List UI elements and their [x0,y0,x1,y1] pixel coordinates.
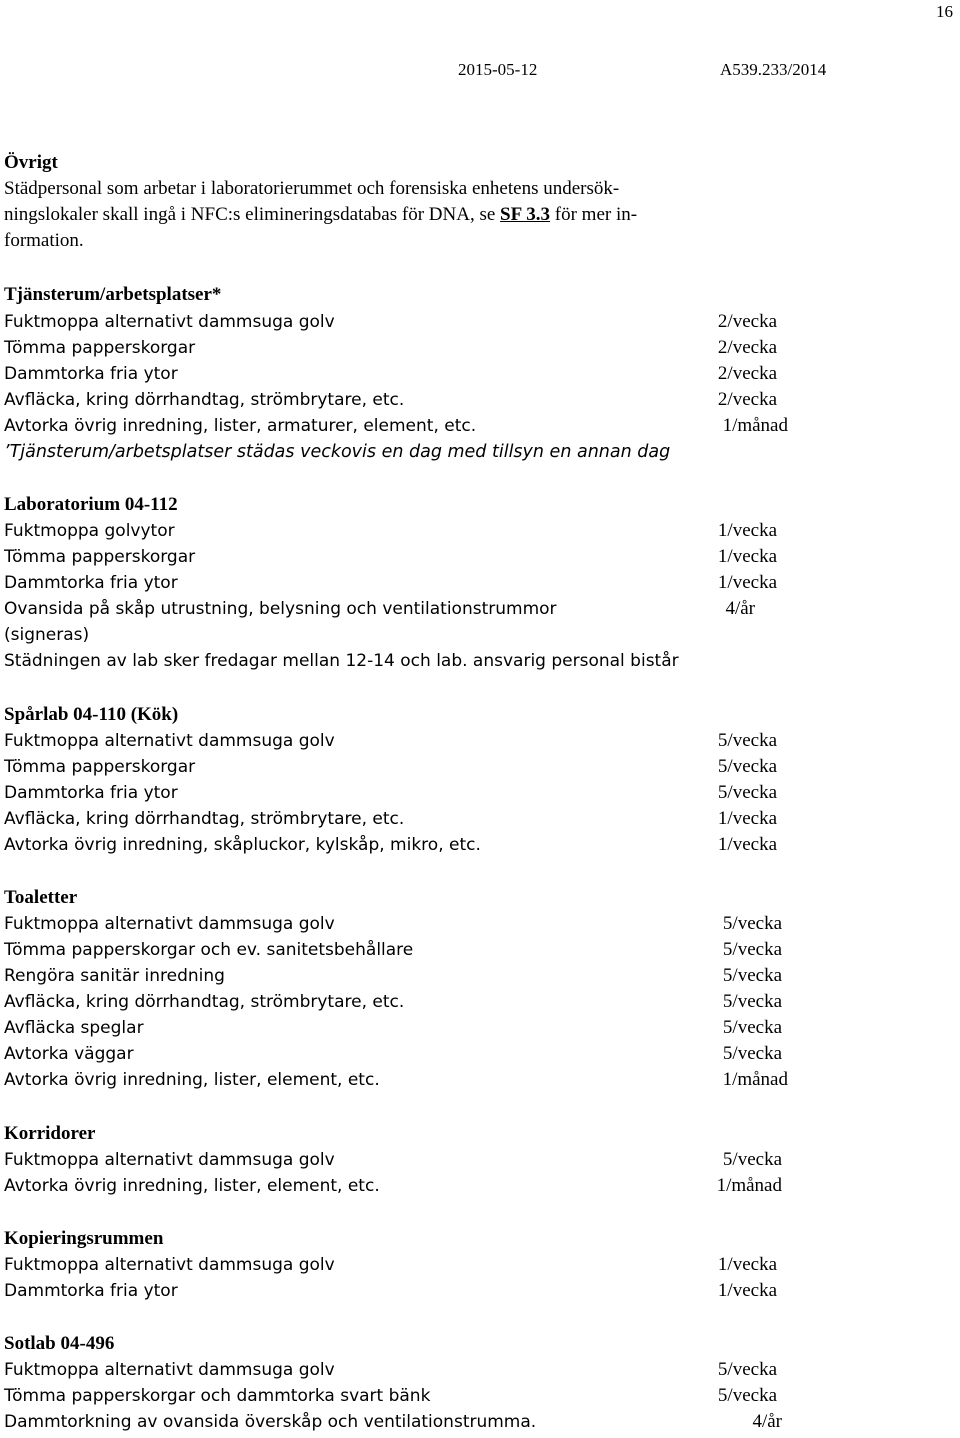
task-label: Avtorka övrig inredning, lister, element, etc. [4,1070,380,1090]
task-label: Avtorka övrig inredning, skåpluckor, kylskåp, mikro, etc. [4,835,481,855]
task-frequency: 2/vecka [717,389,777,410]
task-frequency: 4/år [752,1411,782,1432]
section-heading-laboratorium: Laboratorium 04-112 [4,494,178,515]
task-frequency: 1/vecka [717,572,777,593]
ovrigt-text-line: formation. [4,230,84,251]
task-label: Tömma papperskorgar och dammtorka svart bänk [4,1386,431,1406]
task-label: Avfläcka, kring dörrhandtag, strömbrytare, etc. [4,992,405,1012]
task-frequency: 1/vecka [717,520,777,541]
task-frequency: 5/vecka [717,1385,777,1406]
task-label: Dammtorka fria ytor [4,364,178,384]
task-frequency: 5/vecka [717,730,777,751]
task-label: Avtorka övrig inredning, lister, armaturer, element, etc. [4,416,477,436]
task-label: Fuktmoppa alternativt dammsuga golv [4,731,335,751]
section-heading-toaletter: Toaletter [4,887,78,908]
section-heading-sotlab: Sotlab 04-496 [4,1333,115,1354]
ovrigt-text-line: Städpersonal som arbetar i laboratorierummet och forensiska enhetens undersök- [4,178,620,199]
ovrigt-section [4,150,784,254]
task-frequency: 1/månad [722,1069,788,1090]
section-heading-tjansterum: Tjänsterum/arbetsplatser* [4,284,222,305]
laboratorium-note: Städningen av lab sker fredagar mellan 12-14 och lab. ansvarig personal bistår [4,651,679,671]
task-label: Tömma papperskorgar och ev. sanitetsbehållare [4,940,414,960]
page-number: 16 [936,2,953,21]
task-frequency: 5/vecka [722,913,782,934]
sf-reference-link[interactable]: SF 3.3 [500,204,551,225]
task-frequency: 1/vecka [717,1280,777,1301]
section-heading-kopieringsrummen: Kopieringsrummen [4,1228,164,1249]
task-label: Rengöra sanitär inredning [4,966,225,986]
task-label: Dammtorkning av ovansida överskåp och ventilationstrumma. [4,1412,537,1432]
task-label: Tömma papperskorgar [4,757,196,777]
task-label: Avtorka väggar [4,1044,134,1064]
task-label: Avfläcka, kring dörrhandtag, strömbrytare, etc. [4,809,405,829]
task-label: Avfläcka, kring dörrhandtag, strömbrytare, etc. [4,390,405,410]
task-frequency: 2/vecka [717,311,777,332]
task-label: Ovansida på skåp utrustning, belysning och ventilationstrummor [4,599,557,619]
task-frequency: 5/vecka [717,756,777,777]
section-heading-sparlab: Spårlab 04-110 (Kök) [4,704,179,725]
header-reference: A539.233/2014 [720,60,827,79]
task-frequency: 5/vecka [722,1043,782,1064]
task-frequency: 4/år [725,598,755,619]
ovrigt-text-line: ningslokaler skall ingå i NFC:s elimineringsdatabas för DNA, se SF 3.3 för mer in- [4,204,638,225]
tjansterum-note: ’Tjänsterum/arbetsplatser städas veckovis en dag med tillsyn en annan dag [4,442,671,462]
laboratorium-signeras: (signeras) [4,625,90,645]
task-label: Tömma papperskorgar [4,547,196,567]
section-heading-korridorer: Korridorer [4,1123,96,1144]
task-frequency: 5/vecka [722,1149,782,1170]
task-frequency: 1/vecka [717,834,777,855]
task-label: Fuktmoppa alternativt dammsuga golv [4,1150,335,1170]
task-label: Dammtorka fria ytor [4,573,178,593]
task-frequency: 1/vecka [717,808,777,829]
task-label: Dammtorka fria ytor [4,783,178,803]
task-frequency: 5/vecka [717,782,777,803]
ovrigt-heading: Övrigt [4,152,58,173]
task-frequency: 1/vecka [717,1254,777,1275]
task-label: Avtorka övrig inredning, lister, element, etc. [4,1176,380,1196]
task-frequency: 5/vecka [722,939,782,960]
task-frequency: 1/vecka [717,546,777,567]
task-frequency: 1/månad [716,1175,782,1196]
task-label: Dammtorka fria ytor [4,1281,178,1301]
task-label: Fuktmoppa alternativt dammsuga golv [4,1255,335,1275]
task-label: Fuktmoppa golvytor [4,521,175,541]
task-frequency: 5/vecka [722,991,782,1012]
task-frequency: 2/vecka [717,337,777,358]
task-frequency: 5/vecka [717,1359,777,1380]
task-label: Fuktmoppa alternativt dammsuga golv [4,312,335,332]
task-frequency: 1/månad [722,415,788,436]
header-date: 2015-05-12 [458,60,538,79]
task-frequency: 2/vecka [717,363,777,384]
task-frequency: 5/vecka [722,965,782,986]
task-label: Fuktmoppa alternativt dammsuga golv [4,914,335,934]
task-frequency: 5/vecka [722,1017,782,1038]
task-label: Avfläcka speglar [4,1018,144,1038]
task-label: Fuktmoppa alternativt dammsuga golv [4,1360,335,1380]
task-label: Tömma papperskorgar [4,338,196,358]
